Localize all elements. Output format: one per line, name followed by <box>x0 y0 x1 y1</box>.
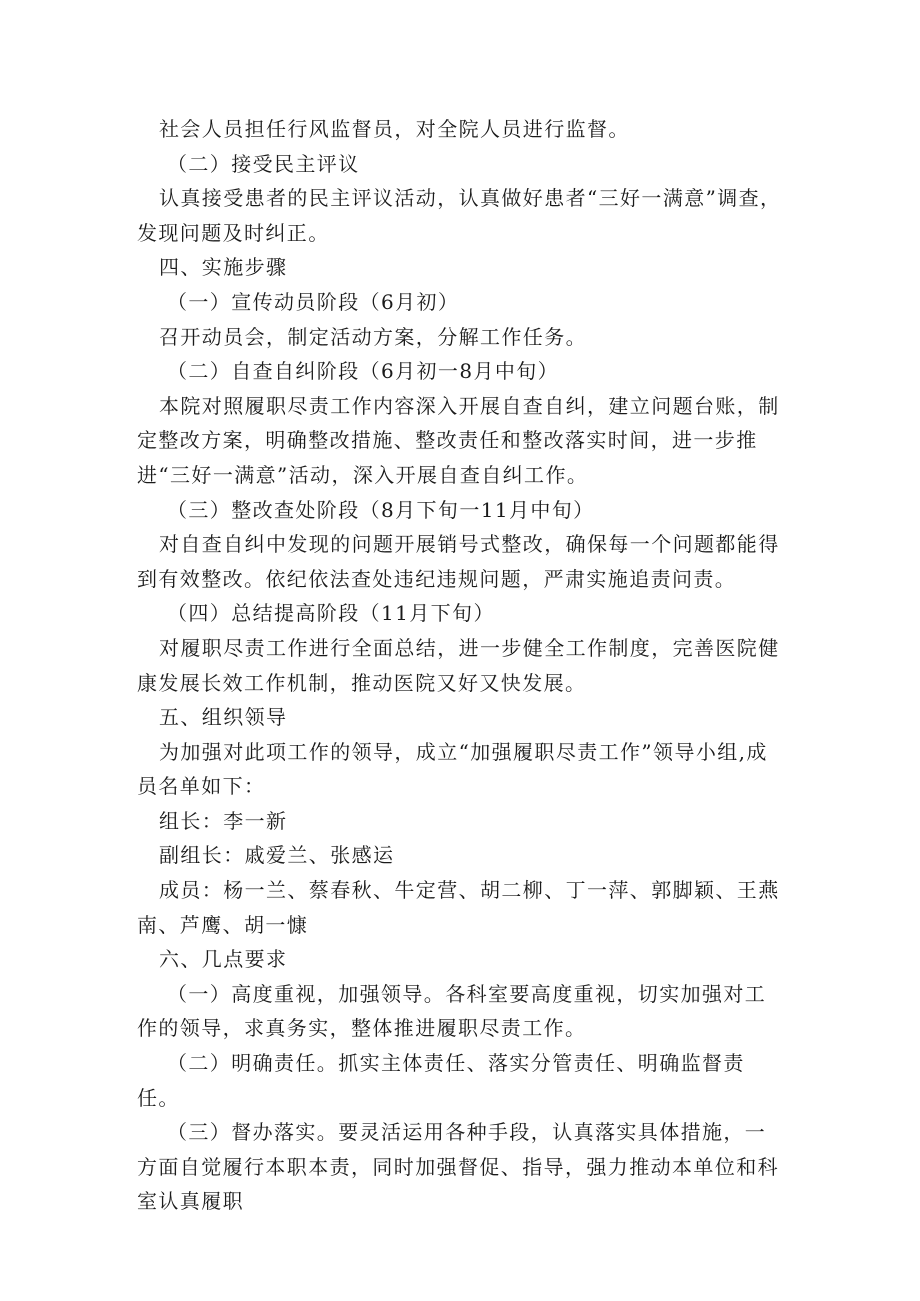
paragraph-14: 为加强对此项工作的领导，成立“加强履职尽责工作”领导小组,成员名单如下： <box>137 739 768 799</box>
heading-requirements: 六、几点要求 <box>159 947 288 972</box>
subheading-stage-4: （四）总结提高阶段（11月下旬） <box>167 601 495 626</box>
paragraph-8: 本院对照履职尽责工作内容深入开展自查自纠，建立问题台账，制定整改方案，明确整改措施、整改责任和整改落实时间，进一步推进“三好一满意”活动，深入开展自查自纠工作。 <box>137 393 780 487</box>
requirement-1: （一）高度重视，加强领导。各科室要高度重视，切实加强对工作的领导，求真务实，整体推进履职尽责工作。 <box>137 981 767 1041</box>
document-body <box>137 112 787 1219</box>
paragraph-10: 对自查自纠中发现的问题开展销号式整改，确保每一个问题都能得到有效整改。依纪依法查处违纪违规问题，严肃实施追责问责。 <box>137 532 780 591</box>
paragraph-1: 社会人员担任行风监督员，对全院人员进行监督。 <box>159 117 630 141</box>
subheading-stage-2: （二）自查自纠阶段（6月初一8月中旬） <box>167 359 560 384</box>
heading-organization: 五、组织领导 <box>159 705 288 730</box>
subheading-stage-1: （一）宣传动员阶段（6月初） <box>167 289 460 314</box>
leader-line: 组长：李一新 <box>159 808 288 833</box>
requirement-2: （二）明确责任。抓实主体责任、落实分管责任、明确监督责任。 <box>137 1051 745 1110</box>
heading-implementation-steps: 四、实施步骤 <box>159 255 288 280</box>
subheading-accept-evaluation: （二）接受民主评议 <box>167 151 360 176</box>
paragraph-6: 召开动员会，制定活动方案，分解工作任务。 <box>159 324 587 349</box>
paragraph-12: 对履职尽责工作进行全面总结，进一步健全工作制度，完善医院健康发展长效工作机制，推动医院又好又快发展。 <box>137 635 780 695</box>
subheading-stage-3: （三）整改查处阶段（8月下旬一11月中旬） <box>167 497 595 522</box>
paragraph-3: 认真接受患者的民主评议活动，认真做好患者“三好一满意”调查，发现问题及时纠正。 <box>137 186 782 245</box>
requirement-3: （三）督办落实。要灵活运用各种手段，认真落实具体措施，一方面自觉履行本职本责，同时加强督促、指导，强力推动本单位和科室认真履职 <box>137 1120 779 1214</box>
deputy-leader-line: 副组长：戚爱兰、张感运 <box>159 843 395 868</box>
members-line: 成员：杨一兰、蔡春秋、牛定营、胡二柳、丁一萍、郭脚颖、王燕南、芦鹰、胡一慷 <box>137 878 780 937</box>
